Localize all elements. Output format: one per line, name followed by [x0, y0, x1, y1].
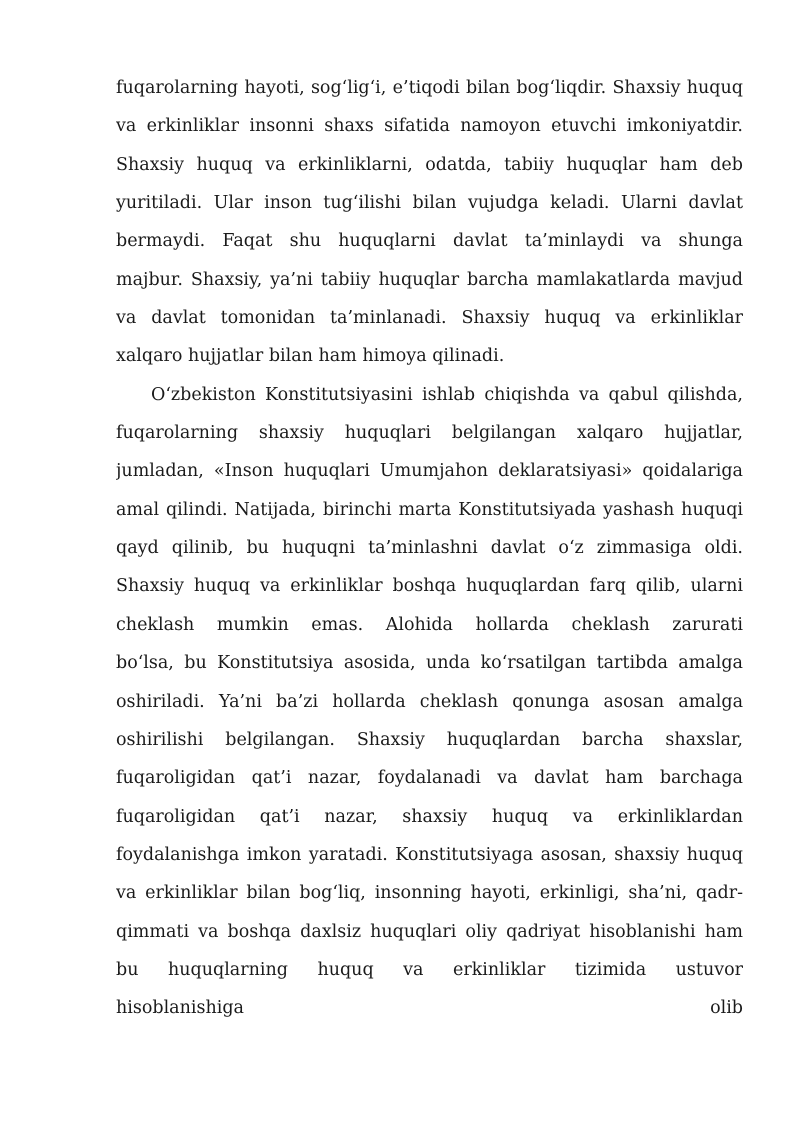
text-line: fuqarolarning shaxsiy huquqlari belgilangan xalqaro hujjatlar,: [116, 423, 743, 444]
text-line: cheklash mumkin emas. Alohida hollarda cheklash zarurati: [116, 614, 743, 635]
text-line: bermaydi. Faqat shu huquqlarni davlat ta’minlaydi va shunga: [116, 231, 743, 252]
text-line: majbur. Shaxsiy, ya’ni tabiiy huquqlar barcha mamlakatlarda mavjud: [116, 269, 743, 290]
text-line: yuritiladi. Ular inson tug‘ilishi bilan vujudga keladi. Ularni davlat: [116, 193, 743, 214]
text-line: Shaxsiy huquq va erkinliklar boshqa huquqlardan farq qilib, ularni: [116, 576, 743, 597]
text-line: fuqaroligidan qat’i nazar, shaxsiy huquq va erkinliklardan: [116, 806, 743, 827]
text-line: bu huquqlarning huquq va erkinliklar tizimida ustuvor: [116, 959, 743, 980]
text-line: va erkinliklar bilan bog‘liq, insonning hayoti, erkinligi, sha’ni, qadr-: [116, 883, 743, 904]
text-line: oshirilishi belgilangan. Shaxsiy huquqlardan barcha shaxslar,: [116, 729, 743, 750]
text-line: O‘zbekiston Konstitutsiyasini ishlab chiqishda va qabul qilishda,: [151, 384, 743, 405]
text-line: va erkinliklar insonni shaxs sifatida namoyon etuvchi imkoniyatdir.: [116, 116, 743, 137]
text-line: jumladan, «Inson huquqlari Umumjahon deklaratsiyasi» qoidalariga: [116, 461, 743, 482]
text-line: qimmati va boshqa daxlsiz huquqlari oliy qadriyat hisoblanishi ham: [116, 921, 743, 942]
text-line: fuqaroligidan qat’i nazar, foydalanadi va davlat ham barchaga: [116, 768, 743, 789]
text-line: hisoblanishiga olib: [116, 998, 743, 1019]
text-line: xalqaro hujjatlar bilan ham himoya qilinadi.: [116, 346, 505, 367]
text-line: foydalanishga imkon yaratadi. Konstitutsiyaga asosan, shaxsiy huquq: [116, 844, 743, 865]
paragraph-1: [116, 69, 743, 376]
text-line: oshiriladi. Ya’ni ba’zi hollarda cheklash qonunga asosan amalga: [116, 691, 743, 712]
text-line: amal qilindi. Natijada, birinchi marta Konstitutsiyada yashash huquqi: [116, 499, 743, 520]
text-line: bo‘lsa, bu Konstitutsiya asosida, unda ko‘rsatilgan tartibda amalga: [116, 653, 743, 674]
text-line: Shaxsiy huquq va erkinliklarni, odatda, tabiiy huquqlar ham deb: [116, 154, 743, 175]
paragraph-2: [116, 376, 743, 1028]
text-line: va davlat tomonidan ta’minlanadi. Shaxsiy huquq va erkinliklar: [116, 308, 743, 329]
text-line: qayd qilinib, bu huquqni ta’minlashni davlat o‘z zimmasiga oldi.: [116, 538, 743, 559]
body-text: [116, 69, 743, 1028]
text-line: fuqarolarning hayoti, sog‘lig‘i, e’tiqodi bilan bog‘liqdir. Shaxsiy huquq: [116, 78, 743, 98]
